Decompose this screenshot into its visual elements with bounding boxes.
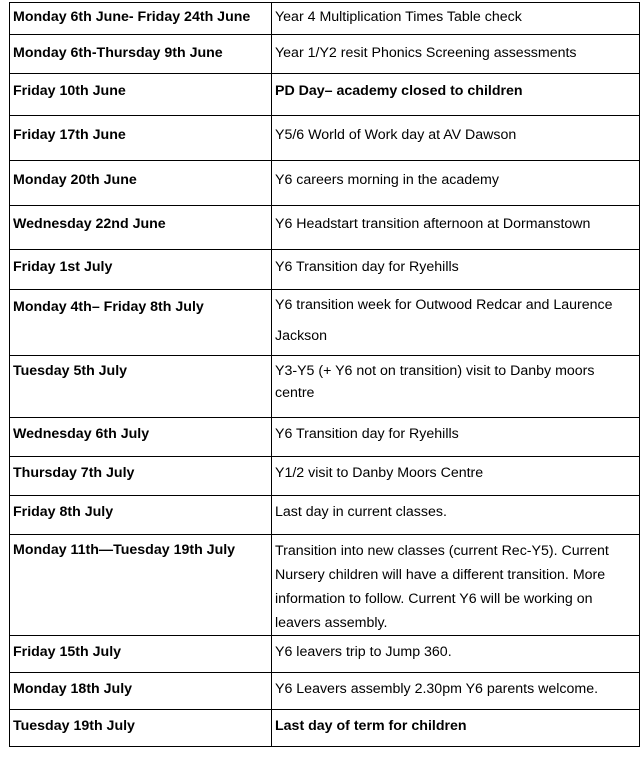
date-cell: Monday 6th-Thursday 9th June (10, 35, 272, 74)
table-row (10, 250, 640, 290)
event-cell: Year 4 Multiplication Times Table check (272, 3, 640, 35)
date-cell: Friday 17th June (10, 116, 272, 161)
table-row (10, 116, 640, 161)
date-cell: Monday 18th July (10, 673, 272, 710)
table-row (10, 418, 640, 457)
event-cell: Y3-Y5 (+ Y6 not on transition) visit to Danby moors centre (272, 356, 640, 418)
date-cell: Friday 8th July (10, 496, 272, 535)
table-row (10, 535, 640, 636)
event-cell: Y6 Headstart transition afternoon at Dormanstown (272, 206, 640, 250)
date-cell: Friday 1st July (10, 250, 272, 290)
event-cell: Y5/6 World of Work day at AV Dawson (272, 116, 640, 161)
date-cell: Monday 6th June- Friday 24th June (10, 3, 272, 35)
event-cell: Y6 Transition day for Ryehills (272, 250, 640, 290)
date-cell: Tuesday 5th July (10, 356, 272, 418)
table-row (10, 206, 640, 250)
table-row (10, 74, 640, 116)
date-cell: Monday 11th—Tuesday 19th July (10, 535, 272, 636)
date-cell: Tuesday 19th July (10, 710, 272, 747)
table-row (10, 35, 640, 74)
date-cell: Thursday 7th July (10, 457, 272, 496)
event-cell: Y6 leavers trip to Jump 360. (272, 636, 640, 673)
table-row (10, 457, 640, 496)
table-row (10, 290, 640, 356)
date-cell: Friday 10th June (10, 74, 272, 116)
table-row (10, 673, 640, 710)
event-cell: Year 1/Y2 resit Phonics Screening assessments (272, 35, 640, 74)
event-cell: Y6 Transition day for Ryehills (272, 418, 640, 457)
table-row (10, 496, 640, 535)
event-cell: Last day of term for children (272, 710, 640, 747)
date-cell: Wednesday 6th July (10, 418, 272, 457)
event-cell: Y6 Leavers assembly 2.30pm Y6 parents welcome. (272, 673, 640, 710)
term-dates-table (9, 2, 640, 747)
event-cell: Y1/2 visit to Danby Moors Centre (272, 457, 640, 496)
event-cell: Y6 transition week for Outwood Redcar and Laurence Jackson (272, 290, 640, 356)
table-row (10, 710, 640, 747)
table-row (10, 161, 640, 206)
event-cell: Transition into new classes (current Rec-Y5). Current Nursery children will have a different transition. More information to follow. Current Y6 will be working on leavers assembly. (272, 535, 640, 636)
date-cell: Monday 20th June (10, 161, 272, 206)
event-cell: Y6 careers morning in the academy (272, 161, 640, 206)
event-cell: Last day in current classes. (272, 496, 640, 535)
table-row (10, 3, 640, 35)
event-cell: PD Day– academy closed to children (272, 74, 640, 116)
date-cell: Friday 15th July (10, 636, 272, 673)
date-cell: Wednesday 22nd June (10, 206, 272, 250)
table-row (10, 356, 640, 418)
table-row (10, 636, 640, 673)
date-cell: Monday 4th– Friday 8th July (10, 290, 272, 356)
